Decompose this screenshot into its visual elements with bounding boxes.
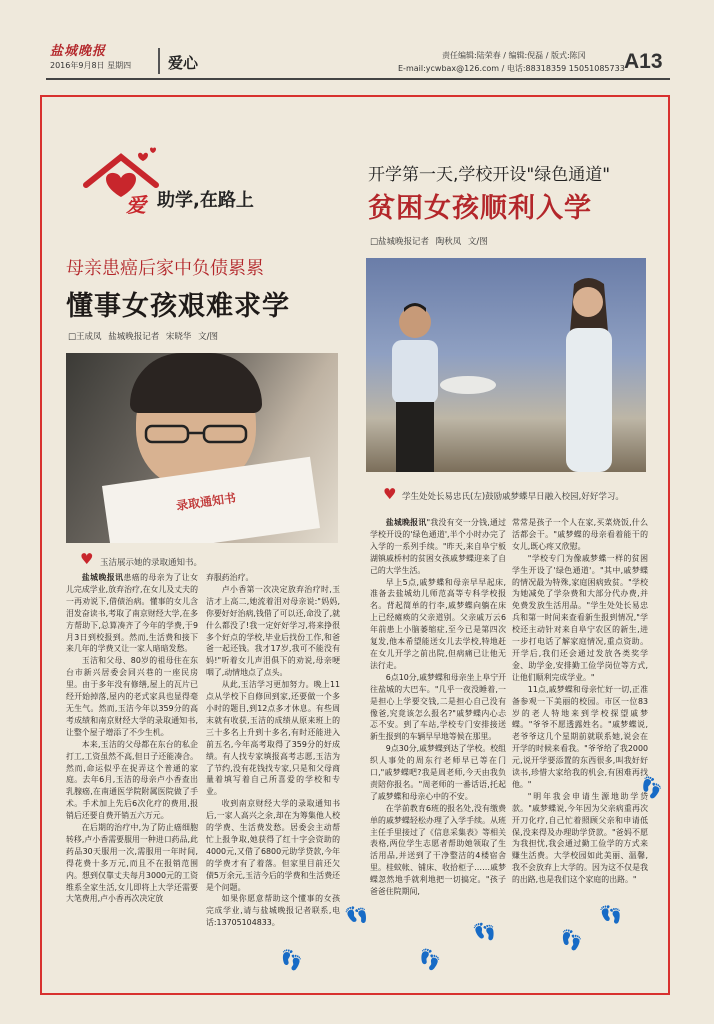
right-article-column-2	[512, 517, 648, 937]
right-article-column-1	[370, 517, 506, 937]
column-slogan: 助学,在路上	[157, 190, 254, 211]
paragraph: 在后期的治疗中,为了防止癌细胞转移,卢小香需要服用一种进口药品,此药品30天服用一次,需服用一年时间,得花费十多万元,而且不在报销范围内。想到仅靠丈夫每月3000元的工资维系全家生活,女儿即将上大学还需要大笔费用,卢小香再次决定放	[66, 823, 198, 904]
right-article-photo	[366, 258, 646, 472]
paragraph: 早上5点,戚梦蝶和母亲早早起床,准备去盐城幼儿师范高等专科学校报名。背起简单的行李,戚梦蝶向躺在床上已经瘫痪的父亲道别。父亲戚万云6年前患上小脑萎缩症,至今已是第四次复发,他本希望能送女儿去学校,特地赶在女儿开学之前出院,但病痛已让他无法行走。	[370, 577, 506, 670]
house-heart-icon	[76, 145, 166, 215]
header-rule	[46, 78, 670, 80]
footprint-icon: 👣	[415, 947, 443, 974]
left-article-column-1	[66, 572, 198, 932]
paragraph: 玉洁和父母、80岁的祖母住在东台市新兴居委会同兴巷的一座民房里。由于多年没有修缮,屋上的瓦片已经开始掉落,屋内的老式家具也显得毫无生气。然而,玉洁今年以359分的高考成绩和南京财经大学的录取通知书,让整个屋子增添了不少生机。	[66, 656, 198, 737]
left-article-byline: □王成凤 盐城晚报记者 宋晓华 文/图	[68, 332, 219, 342]
heart-icon: ♥	[383, 485, 397, 503]
paragraph: "学校专门为像戚梦蝶一样的贫困学生开设了'绿色通道'。"其中,戚梦蝶的情况最为特殊,家庭困病致贫。"学校为她减免了学杂费和大部分代办费,并免费发放生活用品。"学生处处长易忠兵和第一时间来查看新生报到情况,"学校还主动针对来自阜宁农区的新生,进一步打电话了解家庭情况,重点资助。开学后,我们还会通过发放各类奖学金、助学金,安排勤工俭学岗位等方式,让他们顺利完成学业。"	[512, 553, 648, 682]
paragraph: 6点10分,戚梦蝶和母亲坐上阜宁开往盐城的大巴车。"几乎一夜没睡着,一是担心上学要交钱,二是担心自己没有像爸,究竟该怎么报名?"戚梦蝶内心忐忑不安。到了车站,学校专门安排接送新生报到的车辆早早地等候在那里。	[370, 672, 506, 742]
footprint-icon: 👣	[471, 919, 499, 946]
left-article-column-2	[206, 572, 340, 942]
column-logo	[76, 145, 166, 215]
paragraph: "明年我会申请生源地助学贷款。"戚梦蝶说,今年因为父亲病重再次开刀化疗,自己忙着照顾父亲和申请低保,没来得及办理助学贷款。"爸妈不愿为我担忧,我会通过勤工俭学的方式来赚生活费。大学校园如此美丽、温馨,我不会放弃上大学的。因为这不仅是我的出路,也是我们这个家庭的出路。"	[512, 791, 648, 885]
paragraph: 9点30分,戚梦蝶到达了学校。校组织人事处的周东行老师早已等在门口,"戚梦蝶吧?我是周老师,今天由我负责陪你报名。"周老师的一番话语,托起了戚梦蝶和母亲心中的不安。	[370, 744, 506, 801]
editor-credits: 责任编辑:陆荣春 / 编辑:倪磊 / 版式:陈冈	[442, 51, 586, 60]
left-article-photo	[66, 353, 338, 543]
page-number: A13	[624, 50, 663, 73]
paragraph: 弃服药治疗。	[206, 573, 254, 582]
paragraph: 从此,玉洁学习更加努力。晚上11点从学校下自修回到家,还要做一个多小时的题目,到12点多才休息。有些周末就有收获,玉洁的成绩从原来班上的三十多名上升到十多名,有时还能进入前五名,今年高考取得了359分的好成绩。有人找专家填报高考志愿,玉洁为了节约,没有花钱找专家,只是和父母商量着填写着自己所喜爱的学校和专业。	[206, 680, 340, 797]
love-character: 爱	[126, 193, 146, 217]
right-article-byline: □盐城晚报记者 陶秋凤 文/图	[370, 237, 488, 247]
footprint-icon: 👣	[558, 928, 585, 953]
dateline: 盐城晚报讯	[81, 573, 124, 582]
left-photo-caption: 玉洁展示她的录取通知书。	[100, 558, 203, 568]
right-photo-caption: 学生处处长易忠氏(左)鼓励戚梦蝶早日融入校园,好好学习。	[402, 492, 624, 502]
section-name: 爱心	[168, 54, 199, 72]
dateline: 盐城晚报讯	[385, 518, 427, 527]
footprint-icon: 👣	[278, 948, 305, 973]
footprint-icon: 👣	[343, 901, 372, 930]
washbasin	[440, 376, 496, 394]
right-article-kicker: 开学第一天,学校开设"绿色通道"	[368, 165, 611, 185]
left-article-title: 懂事女孩艰难求学	[66, 291, 290, 322]
paragraph: 常常是孩子一个人在家,买菜烧饭,什么活都会干。"戚梦蝶的母亲看着能干的女儿,既心疼又欣慰。	[512, 518, 648, 551]
paragraph: 收到南京财经大学的录取通知书后,一家人高兴之余,却在为筹集他人校的学费、生活费发愁。居委会主动帮忙上报争取,她获得了红十字会资助的4000元,又借了6800元助学贷款,今年的学费才有了着落。但家里目前还欠债5万余元,玉洁今后的学费和生活费还是个问题。	[206, 799, 340, 892]
paragraph: 本来,玉洁的父母都在东台的私企打工,工资虽然不高,但日子还能凑合。然而,命运似乎在捉弄这个普通的家庭。去年6月,玉洁的母亲卢小香查出乳腺癌,在南通医学院附属医院做了手术。手术加上先后6次化疗的费用,报销后还要自费开销五六万元。	[66, 739, 198, 821]
footprint-icon: 👣	[598, 903, 625, 928]
paragraph: 在学前教育6班的报名处,没有缴费单的戚梦蝶轻松办理了入学手续。从班主任手里接过了《信息采集表》等相关表格,两位学生志愿者帮助她领取了生活用品,并送到了干净整洁的4楼宿舍里。桂蚊帐、铺床、收拾柜子……戚梦蝶忽然地手就利地把一切搞定。"孩子爸爸住院期间,	[370, 803, 506, 897]
girl-hair	[130, 353, 262, 413]
newspaper-logo: 盐城晚报	[50, 44, 107, 59]
paragraph: "我没有交一分钱,通过学校开设的'绿色通道',半个小时办完了入学的一系列手续。"昨天,来自阜宁板湖镇戚桥村的贫困女孩戚梦蝶迎来了自己的大学生活。	[370, 518, 506, 575]
left-article-kicker: 母亲患癌后家中负债累累	[66, 258, 264, 279]
paragraph: 如果你愿意帮助这个懂事的女孩完成学业,请与盐城晚报记者联系,电话:13705104833。	[206, 894, 340, 928]
issue-date: 2016年9月8日 星期四	[50, 61, 132, 70]
student-figure	[552, 272, 624, 472]
right-article-title: 贫困女孩顺利入学	[368, 193, 592, 224]
paragraph: 11点,戚梦蝶和母亲忙好一切,正准备参观一下美丽的校园。市区一位83岁的老人特地来到学校探望戚梦蝶。"爷爷不愿透露姓名。"戚梦蝶说,老爷爷这几个星期前就联系她,说会在开学的时候来看我。"爷爷给了我2000元,说开学要添置的东西很多,叫我好好读书,珍惜大家给我的机会,有困难再找他。"	[512, 684, 648, 789]
glasses-icon	[142, 423, 250, 445]
paragraph: 卢小香第一次决定放弃治疗时,玉洁才上高二,她流着泪对母亲说:"妈妈,你要好好治病,钱借了可以还,命没了,就什么都没了!我一定好好学习,将来挣很多个好点的学校,毕业后找份工作,和爸爸一起还钱。我才17岁,我可不能没有妈!"听着女儿声泪俱下的劝说,母亲哽咽了,动情地点了点头。	[206, 584, 340, 678]
contact-info: E-mail:ycwbax@126.com / 电话:88318359 15051085733	[398, 64, 625, 73]
heart-icon: ♥	[80, 550, 94, 568]
admission-notice-text: 录取通知书	[175, 490, 237, 514]
footprint-icon: 👣	[637, 774, 666, 803]
paragraph: 患癌的母亲为了让女儿完成学业,放弃治疗,在女儿及丈夫的一再劝说下,借债治病。懂事的女儿含泪发奋读书,考取了南京财经大学,在多方帮助下,总算凑齐了今年的学费,于9月3日到校报到。然而,生活费和接下来几年的学费又让一家人暗暗发愁。	[66, 573, 198, 654]
header-divider	[158, 48, 160, 74]
